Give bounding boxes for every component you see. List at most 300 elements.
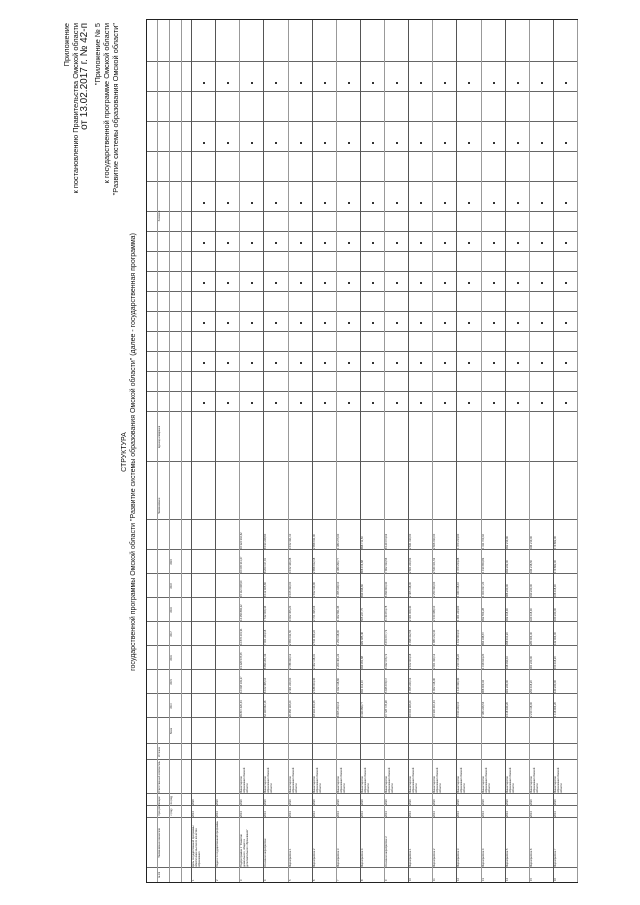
row-from-year: 2014 xyxy=(409,811,413,817)
indicator-mark xyxy=(468,242,470,244)
column-header: 2014 xyxy=(170,703,173,709)
row-value: 8 203 117,91 xyxy=(264,558,268,573)
row-divider xyxy=(481,20,482,882)
indicator-mark xyxy=(565,322,567,324)
row-value: 1 470 214,28 xyxy=(457,557,461,573)
row-value: 6 999 603,30 xyxy=(385,581,388,597)
row-number: 8 xyxy=(360,879,364,881)
column-header: 2015 xyxy=(170,679,173,685)
row-number: 9 xyxy=(385,879,388,881)
row-value: 839 936,60 xyxy=(360,584,364,597)
column-divider xyxy=(147,805,577,806)
column-header: с (год) xyxy=(170,808,173,816)
indicator-mark xyxy=(203,82,205,84)
indicator-mark xyxy=(251,402,253,404)
column-divider xyxy=(147,621,577,622)
row-value: 8 193 228,60 xyxy=(264,533,268,549)
column-header: 2018 xyxy=(170,607,173,613)
column-divider xyxy=(147,461,577,462)
row-value: 2 102 004,18 xyxy=(409,653,413,669)
row-value: 14 256 884,22 xyxy=(240,604,244,621)
row-value: 301 220,00 xyxy=(529,656,533,669)
row-name: Мероприятие 2 xyxy=(433,848,437,867)
indicator-mark xyxy=(300,82,302,84)
row-value: 140 220,00 xyxy=(553,680,557,693)
row-to-year: 2020 xyxy=(360,799,364,805)
column-divider xyxy=(147,151,577,152)
row-number: 15 xyxy=(529,878,533,881)
indicator-mark xyxy=(372,142,374,144)
row-value: 344 218,50 xyxy=(529,560,533,573)
row-from-year: 2014 xyxy=(264,811,268,817)
row-to-year: 2020 xyxy=(192,799,195,805)
row-value: 1 880 212,40 xyxy=(433,629,437,645)
row-value: 160 220,00 xyxy=(553,608,557,621)
indicator-mark xyxy=(420,322,422,324)
column-divider xyxy=(147,291,577,292)
row-value: 330 220,00 xyxy=(529,584,533,597)
row-to-year: 2020 xyxy=(312,799,316,805)
indicator-mark xyxy=(372,242,374,244)
row-divider xyxy=(263,20,264,882)
row-value: 466 220,00 xyxy=(505,584,509,597)
title-line-2: государственной программы Омской области "Развитие системы образования Омской области" (далее - государственная программа) xyxy=(130,233,137,671)
indicator-mark xyxy=(565,242,567,244)
indicator-mark xyxy=(468,282,470,284)
row-to-year: 2020 xyxy=(433,799,437,805)
column-divider xyxy=(147,669,577,670)
indicator-mark xyxy=(203,142,205,144)
indicator-mark xyxy=(517,362,519,364)
indicator-mark xyxy=(565,402,567,404)
column-divider xyxy=(147,793,577,794)
row-divider xyxy=(239,20,240,882)
row-value: 2 150 088,10 xyxy=(433,605,437,621)
column-divider xyxy=(147,549,577,550)
appendix-line-2: к постановлению Правительства Омской области xyxy=(71,23,80,194)
indicator-mark xyxy=(251,362,253,364)
row-value: 2 788 330,12 xyxy=(288,653,292,669)
row-number: 14 xyxy=(505,878,509,881)
row-value: 2 301 009,40 xyxy=(409,605,413,621)
row-value: 99 847 420,44 xyxy=(240,700,244,717)
row-name: Задача 1 государственной программы xyxy=(216,820,220,867)
column-header: Наименование xyxy=(158,497,161,515)
row-to-year: 2020 xyxy=(385,799,388,805)
row-value: 2 401 220,00 xyxy=(288,677,292,693)
indicator-mark xyxy=(420,82,422,84)
row-value: 505 227,75 xyxy=(360,608,364,621)
row-divider xyxy=(505,20,506,882)
document-title xyxy=(120,17,138,887)
row-value: 1 902 118,30 xyxy=(433,678,437,693)
row-value: 179 662,00 xyxy=(553,560,557,573)
row-from-year: 2014 xyxy=(385,811,388,817)
indicator-mark xyxy=(565,202,567,204)
row-value: 1 254 118,00 xyxy=(336,630,340,645)
row-number: 7 xyxy=(336,879,340,881)
row-value: 2 402 118,31 xyxy=(312,654,316,669)
row-number: 10 xyxy=(409,878,413,881)
row-value: 452 118,00 xyxy=(505,608,509,621)
indicator-mark xyxy=(275,362,277,364)
row-to-year: 2020 xyxy=(529,799,533,805)
appendix-date-line xyxy=(80,23,89,195)
column-divider xyxy=(147,371,577,372)
row-executor: Министерство образования Омской области xyxy=(264,767,274,793)
indicator-mark xyxy=(324,82,326,84)
row-value: 1 004 037,20 xyxy=(481,581,485,597)
indicator-mark xyxy=(372,82,374,84)
indicator-mark xyxy=(420,362,422,364)
appendix-number-value: 42-п xyxy=(79,23,90,43)
row-name: Мероприятие 1 xyxy=(288,848,292,867)
indicator-mark xyxy=(227,202,229,204)
row-name: Мероприятие 2 xyxy=(312,848,316,867)
row-divider xyxy=(312,20,313,882)
title-line-1: СТРУКТУРА xyxy=(121,432,128,472)
indicator-mark xyxy=(420,282,422,284)
column-divider xyxy=(147,181,577,182)
row-value: 1 102 004,10 xyxy=(457,629,461,645)
indicator-mark xyxy=(565,82,567,84)
indicator-mark xyxy=(203,202,205,204)
row-to-year: 2020 xyxy=(505,799,509,805)
column-divider xyxy=(147,61,577,62)
row-value: 992 553,28 xyxy=(481,608,485,621)
row-value: 7 512 009,44 xyxy=(264,605,268,621)
row-value: 1 018 924,20 xyxy=(481,653,485,669)
row-to-year: 2020 xyxy=(216,799,220,805)
row-value: 5 874 977,73 xyxy=(385,629,388,645)
row-executor: Министерство образования Омской области xyxy=(481,767,491,793)
appendix5-line-2: к государственной программе Омской области xyxy=(102,23,111,184)
row-executor: Министерство образования Омской области xyxy=(288,767,298,793)
column-header: № п/п xyxy=(158,871,161,879)
row-name: Цель государственной программы: обеспечение высокого качества образования xyxy=(192,824,201,867)
row-number: 13 xyxy=(481,878,485,881)
row-value: 3 118 440,20 xyxy=(505,702,509,717)
column-header: 2020 xyxy=(170,559,173,565)
row-executor: Министерство образования Омской области xyxy=(336,767,346,793)
indicator-mark xyxy=(420,202,422,204)
row-value: 15 330 210,44 xyxy=(433,700,437,717)
row-executor: Министерство образования Омской области xyxy=(240,767,250,793)
row-value: 20 456 118,20 xyxy=(288,700,292,717)
row-value: 1 998 412,56 xyxy=(409,629,413,645)
indicator-mark xyxy=(251,322,253,324)
indicator-mark xyxy=(203,402,205,404)
indicator-mark xyxy=(300,202,302,204)
column-header: Единица измерения xyxy=(158,425,161,449)
row-value: 1 355 028,10 xyxy=(336,581,340,597)
row-executor: Министерство образования Омской области xyxy=(457,767,467,793)
indicator-mark xyxy=(251,202,253,204)
appendix-line-1: Приложение xyxy=(62,23,71,67)
row-value: 2 641 130,00 xyxy=(409,533,413,549)
indicator-mark xyxy=(396,142,398,144)
indicator-mark xyxy=(468,322,470,324)
indicator-mark xyxy=(372,322,374,324)
indicator-mark xyxy=(300,282,302,284)
row-from-year: 2014 xyxy=(288,811,292,817)
row-value: 12 876 201,91 xyxy=(240,628,244,645)
row-from-year: 2014 xyxy=(505,811,509,817)
row-value: 142 004,00 xyxy=(553,632,557,645)
indicator-mark xyxy=(203,322,205,324)
row-to-year: 2020 xyxy=(481,799,485,805)
indicator-mark xyxy=(444,282,446,284)
indicator-mark xyxy=(275,322,277,324)
row-number: 5 xyxy=(288,879,292,881)
indicator-mark xyxy=(227,322,229,324)
row-number: 4 xyxy=(264,879,268,881)
indicator-mark xyxy=(396,282,398,284)
row-divider xyxy=(408,20,409,882)
indicator-mark xyxy=(541,362,543,364)
row-value: 2 405 118,00 xyxy=(409,582,413,597)
column-header: 2016 xyxy=(170,655,173,661)
row-value: 52 118 642,16 xyxy=(264,700,268,717)
column-divider xyxy=(147,231,577,232)
row-value: 382 085,46 xyxy=(360,632,364,645)
row-value: 280 004,30 xyxy=(529,632,533,645)
indicator-mark xyxy=(324,362,326,364)
indicator-mark xyxy=(372,402,374,404)
row-name: Мероприятие 5 xyxy=(505,848,509,867)
row-value: 16 005 311,47 xyxy=(240,556,244,573)
indicator-mark xyxy=(444,322,446,324)
row-value: 8 905 223,14 xyxy=(336,701,340,717)
column-divider xyxy=(147,817,577,818)
indicator-mark xyxy=(275,282,277,284)
row-value: 1 204 401,22 xyxy=(336,653,340,669)
row-value: 290 118,20 xyxy=(529,680,533,693)
row-executor: Министерство образования Омской области xyxy=(433,767,443,793)
header-divider xyxy=(169,20,170,882)
column-header: Значение xyxy=(158,210,161,222)
row-from-year: 2014 xyxy=(216,811,220,817)
row-from-year: 2014 xyxy=(312,811,316,817)
row-number: 16 xyxy=(553,878,557,881)
row-name: Подпрограмма 1 "Развитие дошкольного, общего и дополнительного образования" xyxy=(240,829,250,867)
column-header: Наименование показателя xyxy=(158,828,161,858)
row-value: 1 301 224,00 xyxy=(457,605,461,621)
row-value: 2 812 110,90 xyxy=(312,582,316,597)
row-value: 2 858 911,00 xyxy=(312,534,316,549)
column-divider xyxy=(147,391,577,392)
row-value: 150 118,20 xyxy=(553,656,557,669)
row-executor: Министерство образования Омской области xyxy=(553,767,563,793)
row-divider xyxy=(432,20,433,882)
indicator-mark xyxy=(203,282,205,284)
row-value: 2 858 912,18 xyxy=(312,557,316,573)
indicator-mark xyxy=(275,202,277,204)
row-value: 18 332 401,05 xyxy=(312,700,316,717)
appendix-header xyxy=(62,23,120,195)
row-value: 4 424 899,77 xyxy=(360,701,364,717)
row-value: 401 220,00 xyxy=(505,680,509,693)
column-divider xyxy=(147,351,577,352)
row-executor: Министерство образования Омской области xyxy=(409,767,419,793)
indicator-mark xyxy=(468,202,470,204)
column-divider xyxy=(147,645,577,646)
indicator-mark xyxy=(348,82,350,84)
row-name: Мероприятие 4 xyxy=(360,848,364,867)
row-divider xyxy=(288,20,289,882)
row-value: 9 014 223,10 xyxy=(457,701,461,717)
row-divider xyxy=(577,20,578,882)
row-number: 12 xyxy=(457,878,461,881)
row-value: 1 955 220,13 xyxy=(409,677,413,693)
column-header: Источник xyxy=(158,746,161,758)
header-divider xyxy=(191,20,192,882)
appendix-number-prefix: № xyxy=(79,45,90,57)
indicator-mark xyxy=(251,242,253,244)
row-value: 968 009,34 xyxy=(481,680,485,693)
indicator-mark xyxy=(517,322,519,324)
indicator-mark xyxy=(541,282,543,284)
indicator-mark xyxy=(541,242,543,244)
indicator-mark xyxy=(541,142,543,144)
row-divider xyxy=(336,20,337,882)
row-number: 2 xyxy=(216,879,220,881)
column-divider xyxy=(147,597,577,598)
indicator-mark xyxy=(396,82,398,84)
row-name: Мероприятие 6 xyxy=(529,848,533,867)
row-value: 8 112 405,60 xyxy=(264,582,268,597)
indicator-mark xyxy=(227,142,229,144)
indicator-mark xyxy=(372,362,374,364)
indicator-mark xyxy=(324,322,326,324)
row-value: 1 411 700,02 xyxy=(481,534,485,549)
row-value: 47 728 778,28 xyxy=(385,700,388,717)
row-divider xyxy=(384,20,385,882)
column-divider xyxy=(147,411,577,412)
row-value: 2 210 118,00 xyxy=(529,702,533,717)
row-from-year: 2014 xyxy=(553,811,557,817)
indicator-mark xyxy=(468,362,470,364)
indicator-mark xyxy=(517,242,519,244)
row-value: 2 250 330,00 xyxy=(433,581,437,597)
indicator-mark xyxy=(420,142,422,144)
row-value: 1 118 004,20 xyxy=(553,702,557,717)
column-header: Ответственный исполнитель xyxy=(158,761,161,793)
appendix-date-prefix: от xyxy=(79,120,90,130)
indicator-mark xyxy=(300,242,302,244)
indicator-mark xyxy=(348,362,350,364)
indicator-mark xyxy=(541,322,543,324)
row-value: 16 322 302,62 xyxy=(240,532,244,549)
row-value: 398 110,20 xyxy=(505,632,509,645)
row-value: 1 470 214,00 xyxy=(457,533,461,549)
column-divider xyxy=(147,717,577,718)
row-value: 499 351,68 xyxy=(360,656,364,669)
row-value: 2 701 335,04 xyxy=(312,605,316,621)
row-value: 166 118,00 xyxy=(553,584,557,597)
column-divider xyxy=(147,121,577,122)
row-value: 5 945 678,17 xyxy=(385,677,388,693)
row-name: Основное мероприятие xyxy=(264,838,268,867)
indicator-mark xyxy=(348,322,350,324)
row-value: 7 380 226,54 xyxy=(481,701,485,717)
row-from-year: 2014 xyxy=(529,811,533,817)
indicator-mark xyxy=(227,242,229,244)
row-value: 15 112 008,90 xyxy=(240,580,244,597)
row-value: 490 222,00 xyxy=(505,560,509,573)
row-executor: Министерство образования Омской области xyxy=(312,767,322,793)
row-to-year: 2020 xyxy=(553,799,557,805)
indicator-mark xyxy=(275,142,277,144)
row-value: 808 474,68 xyxy=(360,560,364,573)
indicator-mark xyxy=(372,202,374,204)
indicator-mark xyxy=(275,242,277,244)
indicator-mark xyxy=(420,242,422,244)
row-executor: Министерство образования Омской области xyxy=(360,767,370,793)
row-from-year: 2014 xyxy=(481,811,485,817)
appendix5-line-3: "Развитие системы образования Омской области" xyxy=(111,23,120,196)
indicator-mark xyxy=(227,402,229,404)
indicator-mark xyxy=(517,282,519,284)
indicator-mark xyxy=(396,402,398,404)
indicator-mark xyxy=(565,142,567,144)
row-value: 3 152 331,10 xyxy=(288,533,292,549)
column-header: 2019 xyxy=(170,583,173,589)
indicator-mark xyxy=(493,282,495,284)
indicator-mark xyxy=(493,202,495,204)
row-value: 898 711,50 xyxy=(360,536,364,549)
row-name: Мероприятие 3 xyxy=(336,848,340,867)
row-to-year: 2020 xyxy=(457,799,461,805)
column-divider xyxy=(147,519,577,520)
row-from-year: 2014 xyxy=(360,811,364,817)
structure-table xyxy=(146,19,578,883)
row-number: 1 xyxy=(192,879,195,881)
column-header: Срок реализации xyxy=(158,796,161,816)
indicator-mark xyxy=(348,402,350,404)
indicator-mark xyxy=(517,142,519,144)
indicator-mark xyxy=(541,82,543,84)
indicator-mark xyxy=(468,402,470,404)
indicator-mark xyxy=(324,142,326,144)
row-name: Мероприятие 7 xyxy=(553,848,557,867)
row-from-year: 2014 xyxy=(336,811,340,817)
indicator-mark xyxy=(493,402,495,404)
row-to-year: 2020 xyxy=(240,799,244,805)
row-value: 12 048 133,27 xyxy=(240,676,244,693)
header-divider xyxy=(181,20,182,882)
row-divider xyxy=(529,20,530,882)
column-divider xyxy=(147,573,577,574)
indicator-mark xyxy=(324,242,326,244)
appendix-date-value: 13.02.2017 г. xyxy=(79,59,90,118)
indicator-mark xyxy=(251,282,253,284)
indicator-mark xyxy=(227,362,229,364)
indicator-mark xyxy=(227,282,229,284)
row-value: 16 004 118,20 xyxy=(409,700,413,717)
row-value: 344 219,00 xyxy=(529,536,533,549)
row-value: 1 340 118,10 xyxy=(457,582,461,597)
appendix5-line-1: "Приложение № 5 xyxy=(93,23,102,86)
row-value: 2 540 101,52 xyxy=(433,557,437,573)
row-value: 2 511 009,22 xyxy=(312,630,316,645)
row-name: Мероприятие 3 xyxy=(457,848,461,867)
row-value: 1 190 653,83 xyxy=(481,557,485,573)
indicator-mark xyxy=(493,362,495,364)
indicator-mark xyxy=(493,142,495,144)
indicator-mark xyxy=(565,362,567,364)
row-value: 179 662,00 xyxy=(553,536,557,549)
